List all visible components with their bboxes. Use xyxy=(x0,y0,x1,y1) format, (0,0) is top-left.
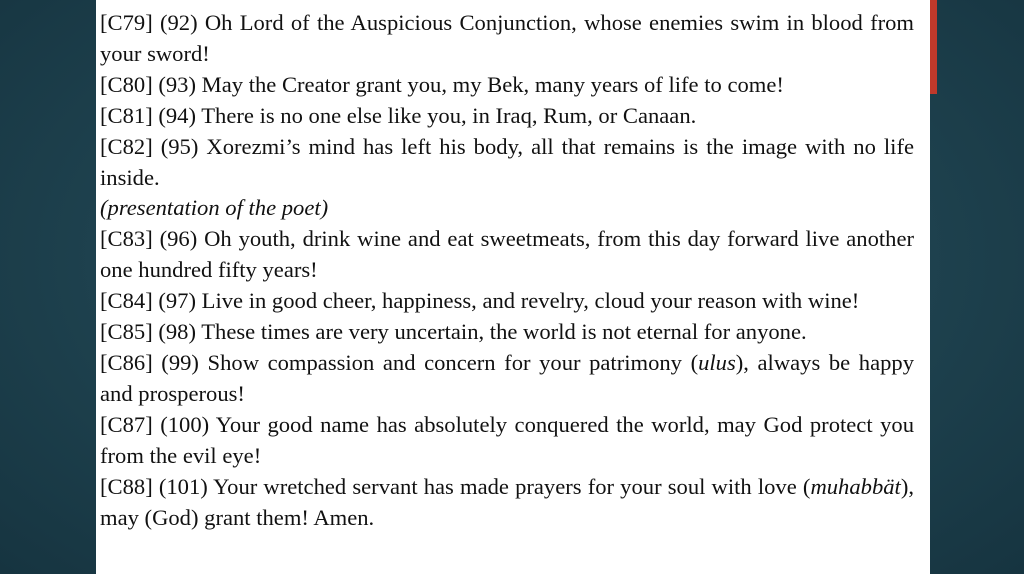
verse-c88-text-end: ), may (God) grant them! Amen. xyxy=(100,473,914,530)
verse-c86-italic-term: ulus xyxy=(698,349,736,375)
verse-c86 xyxy=(100,348,914,410)
verse-c82: [C82] (95) Xorezmi’s mind has left his body, all that remains is the image with no life inside. xyxy=(100,133,914,190)
verse-text-body xyxy=(100,8,914,533)
verse-c86-text-start: [C86] (99) Show compassion and concern for your patrimony ( xyxy=(100,349,699,375)
verse-c84: [C84] (97) Live in good cheer, happiness, and revelry, cloud your reason with wine! xyxy=(100,288,860,314)
slide-background-right xyxy=(936,0,1024,574)
verse-c88 xyxy=(100,472,914,534)
verse-c85: [C85] (98) These times are very uncertain, the world is not eternal for anyone. xyxy=(100,319,807,345)
verse-c83: [C83] (96) Oh youth, drink wine and eat sweetmeats, from this day forward live another one hundred fifty years! xyxy=(100,226,914,283)
verse-c79: [C79] (92) Oh Lord of the Auspicious Conjunction, whose enemies swim in blood from your sword! xyxy=(100,10,914,66)
verse-c88-text-start: [C88] (101) Your wretched servant has made prayers for your soul with love ( xyxy=(100,473,811,499)
verse-c86-text-end: ), always be happy and prosperous! xyxy=(100,349,914,406)
verse-c88-italic-term: muhabbät xyxy=(810,473,901,499)
slide-background-left xyxy=(0,0,96,574)
slide-content-panel xyxy=(96,0,930,574)
verse-c81: [C81] (94) There is no one else like you, in Iraq, Rum, or Canaan. xyxy=(100,102,697,128)
verse-c87: [C87] (100) Your good name has absolutely conquered the world, may God protect you from the evil eye! xyxy=(100,411,914,468)
verse-c80: [C80] (93) May the Creator grant you, my Bek, many years of life to come! xyxy=(100,71,784,97)
section-heading-presentation-of-the-poet: (presentation of the poet) xyxy=(100,195,329,221)
accent-bar xyxy=(930,0,937,94)
